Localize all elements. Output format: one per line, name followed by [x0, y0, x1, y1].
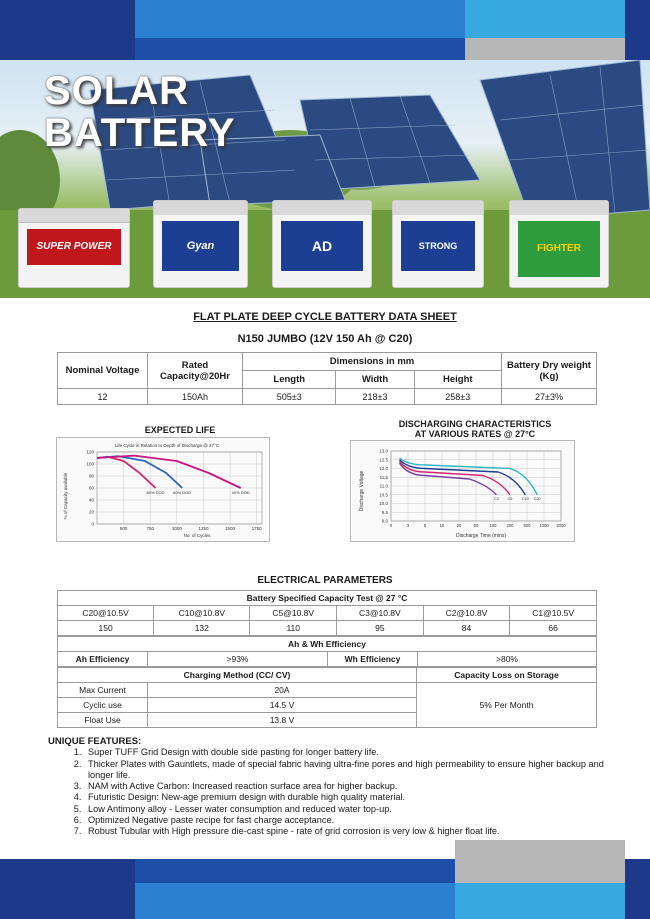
charging-title: Charging Method (CC/ CV): [58, 668, 417, 683]
life-series-label: 40% DOD: [231, 490, 250, 495]
bottom-bar-dark: [0, 859, 135, 919]
life-y-tick: 60: [88, 485, 94, 491]
header-height: Height: [414, 371, 501, 389]
battery-label: STRONG: [401, 221, 475, 271]
feature-item: 1. Super TUFF Grid Design with double side pasting for longer battery life.: [84, 747, 618, 758]
life-y-tick: 20: [88, 509, 94, 515]
rate-value: 150: [58, 621, 154, 636]
life-chart-title: Life Cycle in Relation to Depth of Discharge @ 27°C: [114, 443, 220, 448]
float-label: Float Use: [58, 713, 148, 728]
float-value: 13.8 V: [148, 713, 417, 728]
ah-efficiency-value: >93%: [148, 652, 328, 667]
battery-ad: [272, 200, 372, 288]
discharge-series-line: [400, 458, 538, 495]
value-nominal: 12: [58, 389, 148, 405]
efficiency-title: Ah & Wh Efficiency: [58, 637, 597, 652]
discharge-x-tick: 500: [523, 523, 531, 528]
rate-header: C5@10.8V: [250, 606, 337, 621]
life-lines: [97, 456, 250, 495]
value-rated: 150Ah: [148, 389, 243, 405]
life-series-label: 80% DOD: [146, 490, 165, 495]
discharge-ylabel: Discharge Voltage: [359, 470, 365, 512]
life-x-tick: 750: [146, 526, 154, 531]
bottom-bar-grey: [455, 840, 625, 883]
capacity-table: [57, 590, 597, 636]
discharge-x-tick: 1000: [539, 523, 549, 528]
unique-features: [48, 736, 618, 838]
battery-label: SUPER POWER: [27, 229, 121, 265]
feature-item: 4. Futuristic Design: New-age premium design with durable high quality material.: [84, 792, 618, 803]
life-x-tick: 1000: [171, 526, 182, 531]
discharge-chart: [350, 440, 575, 542]
discharge-x-tick: 10: [439, 523, 445, 528]
life-y-tick: 100: [86, 461, 94, 467]
electrical-title: ELECTRICAL PARAMETERS: [257, 575, 393, 586]
loss-value: 5% Per Month: [417, 683, 597, 728]
header-dry-weight: Battery Dry weight (Kg): [502, 353, 597, 389]
feature-item: 7. Robust Tubular with High pressure die-cast spine - rate of grid corrosion is very low & higher float life.: [84, 826, 618, 837]
rate-value: 95: [337, 621, 424, 636]
discharge-x-tick: 20: [456, 523, 462, 528]
rate-value: 84: [423, 621, 510, 636]
discharge-grid: [391, 451, 561, 521]
discharge-lines: [400, 458, 541, 501]
rate-header: C3@10.8V: [337, 606, 424, 621]
top-bar-end: [625, 0, 650, 60]
datasheet-title: FLAT PLATE DEEP CYCLE BATTERY DATA SHEET: [193, 311, 457, 323]
discharge-y-tick: 9.0: [381, 518, 388, 524]
feature-item: 3. NAM with Active Carbon: Increased reaction surface area for higher backup.: [84, 781, 618, 792]
bottom-bar-blue: [135, 883, 455, 919]
life-y-tick: 40: [88, 497, 94, 503]
header-width: Width: [336, 371, 414, 389]
discharge-x-tick: 100: [489, 523, 497, 528]
feature-item: 5. Low Antimony alloy - Lesser water consumption and reduced water top-up.: [84, 804, 618, 815]
discharge-title-line1: DISCHARGING CHARACTERISTICS: [398, 419, 552, 429]
discharge-title: [350, 419, 600, 439]
battery-gyan: [153, 200, 248, 288]
cyclic-value: 14.5 V: [148, 698, 417, 713]
loss-title: Capacity Loss on Storage: [417, 668, 597, 683]
value-height: 258±3: [414, 389, 501, 405]
hero-title-line1: SOLAR: [44, 69, 189, 113]
battery-fighter: [509, 200, 609, 288]
charging-table: [57, 667, 597, 728]
discharge-x-tick: 2000: [556, 523, 566, 528]
top-bar-blue: [135, 0, 465, 38]
discharge-y-tick: 11.0: [379, 483, 388, 489]
discharge-y-tick: 11.5: [379, 474, 388, 480]
feature-item: 2. Thicker Plates with Gauntlets, made of special fabric having ultra-fine pores and high permeability to ensure higher backup and longer life.: [84, 759, 618, 782]
life-y-tick: 120: [86, 449, 94, 455]
life-xlabel: No. of Cycles: [183, 533, 211, 538]
max-current-value: 20A: [148, 683, 417, 698]
discharge-x-tick: 5: [423, 523, 427, 528]
life-x-tick: 1250: [198, 526, 209, 531]
discharge-y-tick: 13.0: [379, 448, 388, 454]
header-length: Length: [243, 371, 336, 389]
rate-header: C1@10.5V: [510, 606, 597, 621]
expected-life-svg: [57, 438, 269, 541]
header-dimensions: Dimensions in mm: [243, 353, 502, 371]
hero-image: [0, 60, 650, 298]
rate-header: C2@10.8V: [423, 606, 510, 621]
discharge-series-label: C20: [533, 496, 541, 501]
discharge-y-tick: 12.0: [379, 466, 388, 471]
battery-strong: [392, 200, 484, 288]
discharge-x-tick: 50: [473, 523, 479, 528]
hero-title-line2: BATTERY: [44, 111, 236, 155]
model-title: N150 JUMBO (12V 150 Ah @ C20): [237, 333, 413, 345]
life-ylabel: % of Capacity available: [63, 472, 68, 520]
life-x-tick: 500: [119, 526, 128, 531]
bottom-bar-light: [455, 883, 625, 919]
feature-item: 6. Optimized Negative paste recipe for fast charge acceptance.: [84, 815, 618, 826]
battery-label: FIGHTER: [518, 221, 600, 277]
hero-title: [44, 70, 235, 154]
discharge-y-tick: 9.5: [381, 509, 388, 515]
rate-value: 66: [510, 621, 597, 636]
ah-efficiency-label: Ah Efficiency: [58, 652, 148, 667]
top-bar-mid: [135, 38, 465, 60]
discharge-series-label: C5: [507, 496, 513, 501]
top-bar-light: [465, 0, 625, 38]
discharge-x-tick: 200: [506, 523, 514, 528]
discharge-y-tick: 10.0: [379, 501, 388, 506]
header-nominal-voltage: Nominal Voltage: [58, 353, 148, 389]
features-list: [48, 747, 618, 837]
expected-life-chart: [56, 437, 270, 542]
life-x-tick: 1750: [251, 526, 262, 531]
bottom-bar-mid: [135, 859, 455, 883]
battery-super-power: [18, 208, 130, 288]
rate-value: 110: [250, 621, 337, 636]
discharge-y-tick: 12.5: [379, 457, 388, 463]
discharge-x-tick: 0: [389, 523, 393, 528]
value-length: 505±3: [243, 389, 336, 405]
discharge-y-tick: 10.5: [379, 492, 388, 498]
spec-table: [57, 352, 597, 405]
header-rated-capacity: Rated Capacity@20Hr: [148, 353, 243, 389]
discharge-series-label: C10: [521, 496, 529, 501]
top-bar-dark: [0, 0, 135, 60]
discharge-ticks: [379, 449, 566, 529]
life-y-tick: 0: [91, 521, 94, 527]
life-y-tick: 80: [88, 473, 94, 479]
cyclic-label: Cyclic use: [58, 698, 148, 713]
value-width: 218±3: [336, 389, 414, 405]
expected-life-title: EXPECTED LIFE: [144, 425, 216, 435]
rate-value: 132: [154, 621, 250, 636]
features-title: UNIQUE FEATURES:: [48, 736, 142, 747]
life-x-tick: 1500: [225, 526, 236, 531]
battery-label: AD: [281, 221, 363, 271]
bottom-bar-end: [625, 859, 650, 919]
value-weight: 27±3%: [502, 389, 597, 405]
rate-header: C20@10.5V: [58, 606, 154, 621]
max-current-label: Max Current: [58, 683, 148, 698]
discharge-series-label: C3: [493, 496, 499, 501]
discharge-svg: [351, 441, 574, 541]
life-series-label: 60% DOD: [173, 490, 192, 495]
wh-efficiency-value: >80%: [418, 652, 597, 667]
rate-header: C10@10.8V: [154, 606, 250, 621]
wh-efficiency-label: Wh Efficiency: [328, 652, 418, 667]
discharge-xlabel: Discharge Time (mins): [455, 533, 507, 539]
capacity-test-title: Battery Specified Capacity Test @ 27 °C: [58, 591, 597, 606]
discharge-title-line2: AT VARIOUS RATES @ 27°C: [414, 429, 536, 439]
battery-label: Gyan: [162, 221, 239, 271]
top-bar-grey: [465, 38, 625, 60]
efficiency-table: [57, 636, 597, 667]
discharge-x-tick: 3: [406, 523, 410, 528]
